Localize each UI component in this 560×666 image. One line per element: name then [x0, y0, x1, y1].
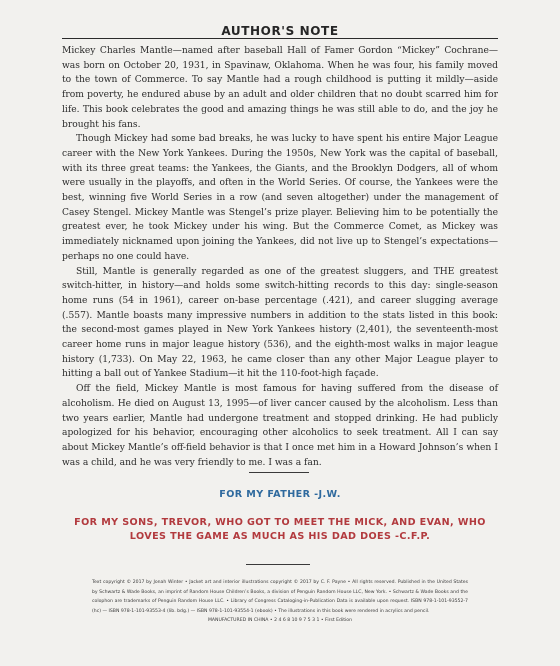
- divider-rule: [246, 564, 310, 565]
- copyright-credits: [92, 578, 468, 626]
- paragraph: Though Mickey had some bad breaks, he was lucky to have spent his entire Major League career with the New York Yankees. During the 1950s, New York was the capital of baseball, with its three great teams: the Yankees, the Giants, and the Brooklyn Dodgers, all of whom were usually in the playoffs, and often in the World Series. Of course, the Yankees were the best, winning five World Series in a row (and seven altogether) under the management of Casey Stengel. Mickey Mantle was Stengel’s prize player. Believing him to be potentially the greatest ever, he took Mickey under his wing. But the Commerce Comet, as Mickey was immediately nicknamed upon joining the Yankees, did not live up to Stengel’s expectations—perhaps no one could have.: [62, 134, 498, 262]
- paragraph: Mickey Charles Mantle—named after baseball Hall of Famer Gordon “Mickey” Cochrane—was born on October 20, 1931, in Spavinaw, Oklahoma. When he was four, his family moved to the town of Commerce. To say Mantle had a rough childhood is putting it mildly—aside from poverty, he endured abuse by an adult and older children that no doubt scarred him for life. This book celebrates the good and amazing things he was still able to do, and the joy he brought his fans.: [62, 46, 498, 130]
- dedication-sons: FOR MY SONS, TREVOR, WHO GOT TO MEET THE MICK, AND EVAN, WHO LOVES THE GAME AS MUCH AS HIS DAD DOES -C.F.P.: [74, 517, 486, 542]
- copyright-text: Text copyright © 2017 by Jonah Winter • Jacket art and interior illustrations copyright © 2017 by C. F. Payne • All rights reserved. Published in the United States by Schwartz & Wade Books, an imprint of Random House Children’s Books, a division of Penguin Random House LLC, New York. • Schwartz & Wade Books and the colophon are trademarks of Penguin Random House LLC. • Library of Congress Cataloging-in-Publication Data is available upon request. ISBN 978-1-101-93552-7 (hc) — ISBN 978-1-101-93553-4 (lib. bdg.) — ISBN 978-1-101-93554-1 (ebook) • The illustrations in this book were rendered in acrylics and pencil.: [92, 580, 468, 614]
- paragraph: Still, Mantle is generally regarded as one of the greatest sluggers, and THE greatest switch-hitter, in history—and holds some switch-hitting records to this day: single-season home runs (54 in 1961), career on-base percentage (.421), and career slugging average (.557). Mantle boasts many impressive numbers in addition to the stats listed in this book: the second-most games played in New York Yankees history (2,401), the seventeenth-most career home runs in major league history (536), and the eighth-most walks in major league history (1,733). On May 22, 1963, he came closer than any other Major League player to hitting a ball out of Yankee Stadium—it hit the 110-foot-high façade.: [62, 266, 498, 380]
- divider-rule: [249, 472, 309, 473]
- dedication-father: FOR MY FATHER -J.W.: [219, 489, 341, 500]
- manufacturing-line: MANUFACTURED IN CHINA • 2 4 6 8 10 9 7 5 3 1 • First Edition: [207, 618, 353, 624]
- paragraph: Off the field, Mickey Mantle is most famous for having suffered from the disease of alcoholism. He died on August 13, 1995—of liver cancer caused by the alcoholism. Less than two years earlier, Mantle had undergone treatment and stopped drinking. He had publicly apologized for his behavior, encouraging other alcoholics to seek treatment. All I can say about Mickey Mantle’s off-field behavior is that I once met him in a Howard Johnson’s when I was a child, and he was very friendly to me. I was a fan.: [62, 384, 498, 468]
- page-title: AUTHOR'S NOTE: [221, 24, 339, 38]
- author-note-body: [62, 44, 498, 470]
- heading-rule: [62, 38, 498, 39]
- heading-block: [62, 24, 498, 40]
